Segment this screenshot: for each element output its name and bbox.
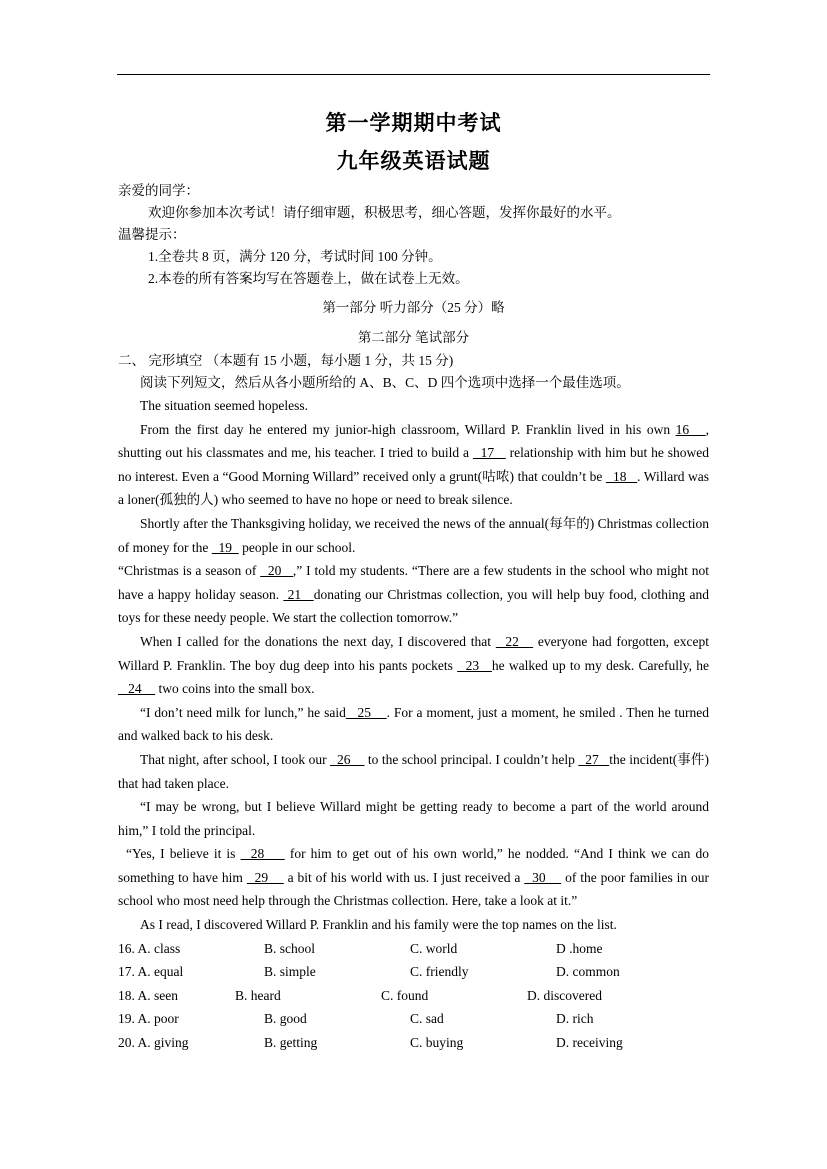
options-row-18 <box>118 984 709 1008</box>
part-one-heading: 第一部分 听力部分（25 分）略 <box>322 300 505 315</box>
option-a: 16. A. class <box>118 940 181 956</box>
option-b: B. heard <box>235 987 281 1003</box>
blank-21: 21 <box>283 586 314 602</box>
option-d: D .home <box>556 940 603 956</box>
passage-paragraph: Shortly after the Thanksgiving holiday, we received the news of the annual(每年的) Christmas collection of money for the 19 people in our school. <box>118 515 709 555</box>
header-rule <box>117 74 710 75</box>
option-a: 19. A. poor <box>118 1011 179 1027</box>
tips-label: 温馨提示： <box>118 227 186 242</box>
option-a: 17. A. equal <box>118 964 184 980</box>
options-row-17 <box>118 960 709 984</box>
exam-page <box>118 108 709 1055</box>
passage-paragraph: From the first day he entered my junior-high classroom, Willard P. Franklin lived in his own 16 , shutting out his classmates and me, his teacher. I tried to build a 17 relationship with him but he showed no interest. Even a “Good Morning Willard” received only a grunt(咕哝) that couldn’t be 18 . Willard was a loner(孤独的人) who seemed to have no hope or need to break silence. <box>118 421 710 508</box>
blank-18: 18 <box>605 468 638 484</box>
blank-29: 29 <box>246 869 284 885</box>
option-a: 18. A. seen <box>118 987 178 1003</box>
exam-subtitle: 九年级英语试题 <box>336 149 491 173</box>
blank-26: 26 <box>330 751 365 767</box>
option-a: 20. A. giving <box>118 1035 189 1051</box>
blank-28: 28 <box>240 846 285 862</box>
option-c: C. buying <box>410 1035 464 1051</box>
option-d: D. common <box>556 964 620 980</box>
blank-30: 30 <box>524 869 562 885</box>
blank-25: 25 <box>345 704 387 720</box>
option-c: C. found <box>381 987 429 1003</box>
option-b: B. simple <box>264 964 316 980</box>
part-two-heading: 第二部分 笔试部分 <box>357 330 470 345</box>
blank-23: 23 <box>457 657 492 673</box>
blank-19: 19 <box>211 539 239 555</box>
passage-paragraph: “Christmas is a season of 20 ,” I told my students. “There are a few students in the school who might not have a happy holiday season. 21 donating our Christmas collection, you will help buy food, clothing and toys for these needy people. We start the collection tomorrow.” <box>118 563 710 626</box>
options-row-19 <box>118 1007 709 1031</box>
blank-16: 16 <box>675 421 706 437</box>
welcome-text: 欢迎你参加本次考试！请仔细审题，积极思考，细心答题，发挥你最好的水平。 <box>148 205 621 220</box>
option-c: C. friendly <box>410 964 469 980</box>
passage-paragraph: The situation seemed hopeless. <box>140 398 308 413</box>
section-instruction: 阅读下列短文，然后从各小题所给的 A、B、C、D 四个选项中选择一个最佳选项。 <box>140 375 630 390</box>
option-c: C. sad <box>410 1011 444 1027</box>
passage-paragraph: “I don’t need milk for lunch,” he said 25 . For a moment, just a moment, he smiled . Then he turned and walked back to his desk. <box>118 704 710 744</box>
passage-paragraph: “I may be wrong, but I believe Willard might be getting ready to become a part of the world around him,” I told the principal. <box>118 799 709 838</box>
option-d: D. rich <box>556 1011 594 1027</box>
options-row-16 <box>118 937 709 961</box>
blank-17: 17 <box>472 445 506 461</box>
blank-27: 27 <box>578 751 610 767</box>
blank-24: 24 <box>118 681 156 697</box>
option-b: B. good <box>264 1011 307 1027</box>
tip-2: 2.本卷的所有答案均写在答题卷上，做在试卷上无效。 <box>148 271 469 286</box>
tip-1: 1.全卷共 8 页，满分 120 分，考试时间 100 分钟。 <box>148 249 442 264</box>
section-heading: 二、 完形填空 （本题有 15 小题，每小题 1 分，共 15 分) <box>118 353 454 368</box>
option-d: D. receiving <box>556 1035 623 1051</box>
passage-paragraph: That night, after school, I took our 26 to the school principal. I couldn’t help 27 the incident(事件) that had taken place. <box>118 751 709 791</box>
passage-paragraph: As I read, I discovered Willard P. Franklin and his family were the top names on the list. <box>140 917 617 933</box>
blank-20: 20 <box>260 563 293 579</box>
exam-title: 第一学期期中考试 <box>325 111 502 135</box>
option-b: B. school <box>264 940 316 956</box>
options-row-20 <box>118 1031 709 1055</box>
passage-paragraph: “Yes, I believe it is 28 for him to get out of his own world,” he nodded. “And I think we can do something to have him 29 a bit of his world with us. I just received a 30 of the poor families in our school who most need help through the Christmas collection. Here, take a look at it.” <box>118 846 710 909</box>
greeting: 亲爱的同学： <box>118 183 199 198</box>
option-d: D. discovered <box>527 987 602 1003</box>
option-b: B. getting <box>264 1035 318 1051</box>
blank-22: 22 <box>495 633 534 649</box>
passage-paragraph: When I called for the donations the next day, I discovered that 22 everyone had forgotten, except Willard P. Franklin. The boy dug deep into his pants pockets 23 he walked up to my desk. Carefully, he 24 two coins into the small box. <box>118 633 710 697</box>
option-c: C. world <box>410 940 458 956</box>
